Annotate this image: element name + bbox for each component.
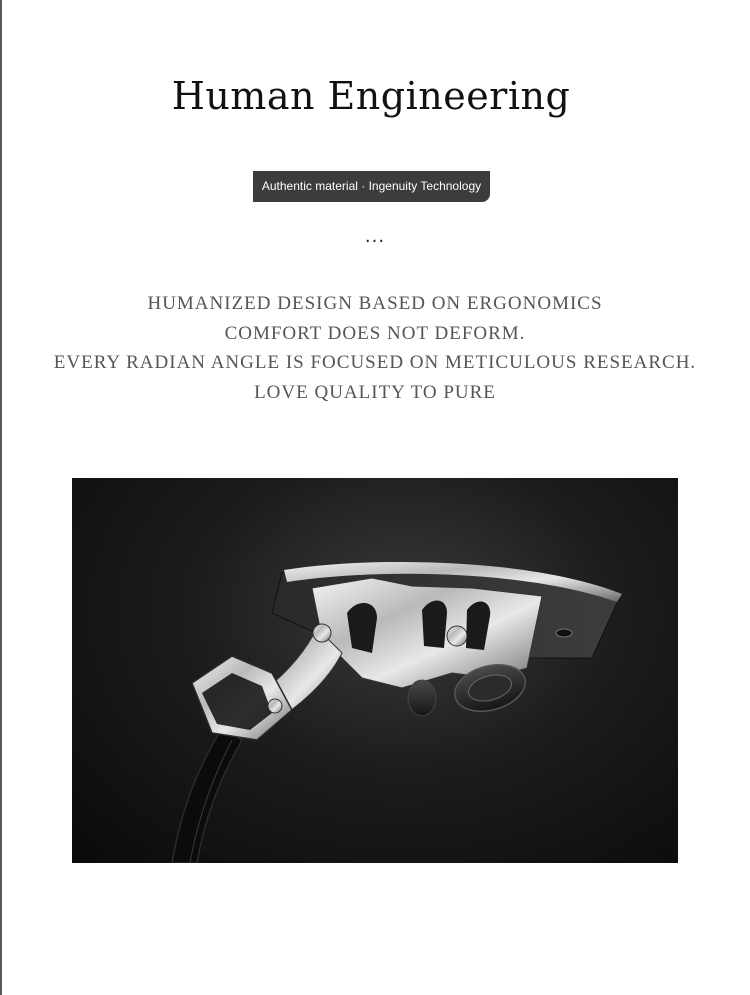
belt-buckle-illustration (72, 478, 678, 863)
description-line: COMFORT DOES NOT DEFORM. (224, 322, 526, 344)
description-line: EVERY RADIAN ANGLE IS FOCUSED ON METICULOUS RESEARCH. (53, 352, 697, 373)
page-left-border (0, 0, 2, 995)
description-line: LOVE QUALITY TO PURE (254, 381, 496, 403)
feature-tag: Authentic material · Ingenuity Technology (253, 171, 490, 202)
ellipsis-divider: ... (364, 226, 386, 247)
belt-buckle-photo (72, 478, 678, 863)
description-line: HUMANIZED DESIGN BASED ON ERGONOMICS (147, 293, 603, 314)
description-block (0, 289, 750, 407)
page-title: Human Engineering (171, 74, 571, 118)
